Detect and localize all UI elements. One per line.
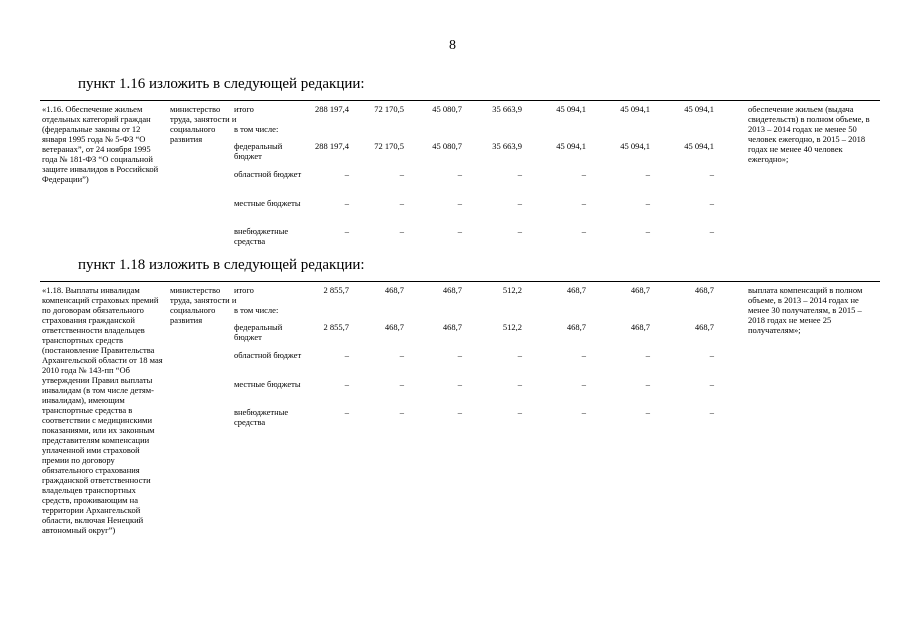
- funding-value: –: [457, 407, 462, 417]
- funding-value: 468,7: [384, 285, 404, 295]
- funding-value: –: [399, 226, 404, 236]
- funding-value: 468,7: [442, 322, 462, 332]
- funding-value: –: [709, 407, 714, 417]
- funding-value: 45 094,1: [556, 141, 586, 151]
- funding-value: 45 094,1: [620, 141, 650, 151]
- funding-value: 512,2: [502, 322, 522, 332]
- funding-value: –: [344, 350, 349, 360]
- funding-source-label: местные бюджеты: [234, 379, 301, 389]
- funding-value: –: [645, 169, 650, 179]
- funding-value: –: [457, 350, 462, 360]
- section-heading-1-16: пункт 1.16 изложить в следующей редакции:: [78, 76, 365, 92]
- expected-result: выплата компенсаций в полном объеме, в 2013 – 2014 годах не менее 30 получателям, в 2015 – 2018 годах не менее 25 получателям»;: [748, 285, 863, 335]
- funding-value: –: [645, 226, 650, 236]
- funding-value: 468,7: [566, 285, 586, 295]
- funding-value: –: [457, 198, 462, 208]
- funding-value: 45 094,1: [684, 104, 714, 114]
- funding-value: –: [581, 379, 586, 389]
- funding-value: –: [344, 407, 349, 417]
- funding-value: –: [709, 169, 714, 179]
- funding-value: –: [645, 198, 650, 208]
- funding-value: –: [344, 198, 349, 208]
- funding-value: –: [581, 226, 586, 236]
- funding-value: –: [709, 198, 714, 208]
- funding-value: –: [581, 169, 586, 179]
- funding-value: 468,7: [694, 322, 714, 332]
- funding-value: 45 094,1: [556, 104, 586, 114]
- funding-value: –: [517, 379, 522, 389]
- funding-value: –: [457, 226, 462, 236]
- funding-value: 35 663,9: [492, 104, 522, 114]
- funding-value: –: [344, 379, 349, 389]
- funding-value: 72 170,5: [374, 141, 404, 151]
- funding-source-label: местные бюджеты: [234, 198, 301, 208]
- funding-value: –: [709, 379, 714, 389]
- funding-source-label: внебюджетные средства: [234, 407, 289, 427]
- funding-source-label: в том числе:: [234, 305, 279, 315]
- responsible-executor: министерство труда, занятости и социального развития: [170, 104, 237, 144]
- funding-value: –: [399, 169, 404, 179]
- funding-source-label: итого: [234, 104, 254, 114]
- funding-value: –: [399, 198, 404, 208]
- funding-value: –: [517, 198, 522, 208]
- funding-value: –: [399, 407, 404, 417]
- funding-value: –: [517, 350, 522, 360]
- funding-source-label: федеральный бюджет: [234, 141, 283, 161]
- funding-value: –: [517, 407, 522, 417]
- funding-source-label: внебюджетные средства: [234, 226, 289, 246]
- funding-value: 468,7: [442, 285, 462, 295]
- funding-value: –: [709, 226, 714, 236]
- funding-source-label: в том числе:: [234, 124, 279, 134]
- funding-source-label: федеральный бюджет: [234, 322, 283, 342]
- funding-value: –: [457, 379, 462, 389]
- funding-value: –: [344, 169, 349, 179]
- funding-value: 468,7: [694, 285, 714, 295]
- responsible-executor: министерство труда, занятости и социального развития: [170, 285, 237, 325]
- funding-value: 2 855,7: [323, 322, 349, 332]
- funding-source-label: областной бюджет: [234, 169, 302, 179]
- funding-value: 35 663,9: [492, 141, 522, 151]
- funding-value: 288 197,4: [315, 141, 349, 151]
- table-block-1-18: [40, 281, 880, 612]
- expected-result: обеспечение жильем (выдача свидетельств) в полном объеме, в 2013 – 2014 годах не менее 50 человек ежегодно, в 2015 – 2018 годах не менее 40 человек ежегодно»;: [748, 104, 870, 164]
- item-description: «1.16. Обеспечение жильем отдельных категорий граждан (федеральные законы от 12 января 1995 года № 5-ФЗ “О ветеранах”, от 24 ноября 1995 года № 181-ФЗ “О социальной защите инвалидов в Российской Федерации”): [42, 104, 159, 184]
- funding-value: 72 170,5: [374, 104, 404, 114]
- funding-source-label: областной бюджет: [234, 350, 302, 360]
- funding-value: –: [344, 226, 349, 236]
- funding-value: 468,7: [566, 322, 586, 332]
- funding-value: 45 094,1: [684, 141, 714, 151]
- funding-value: 468,7: [630, 322, 650, 332]
- funding-value: 512,2: [502, 285, 522, 295]
- funding-value: –: [399, 350, 404, 360]
- funding-value: 288 197,4: [315, 104, 349, 114]
- funding-value: –: [709, 350, 714, 360]
- funding-value: –: [517, 226, 522, 236]
- funding-value: –: [457, 169, 462, 179]
- table-block-1-16: [40, 100, 880, 251]
- funding-value: 45 094,1: [620, 104, 650, 114]
- funding-value: 468,7: [384, 322, 404, 332]
- funding-value: –: [581, 407, 586, 417]
- funding-value: 468,7: [630, 285, 650, 295]
- funding-value: –: [581, 350, 586, 360]
- funding-value: –: [517, 169, 522, 179]
- funding-value: –: [645, 350, 650, 360]
- funding-value: –: [645, 379, 650, 389]
- section-heading-1-18: пункт 1.18 изложить в следующей редакции:: [78, 257, 365, 273]
- item-description: «1.18. Выплаты инвалидам компенсаций страховых премий по договорам обязательного страхования гражданской ответственности владельцев транспортных средств (постановление Правительства Архангельской области от 18 мая 2010 года № 143-пп “Об утверждении Правил выплаты инвалидам (в том числе детям-инвалидам), имеющим транспортные средства в соответствии с медицинскими показаниями, или их законным представителям компенсации уплаченной ими страховой премии по договору обязательного страхования гражданской ответственности владельцев транспортных средств, проживающим на территории Архангельской области, включая Ненецкий автономный округ”): [42, 285, 163, 535]
- page-number: 8: [449, 38, 456, 53]
- funding-value: –: [645, 407, 650, 417]
- funding-value: 2 855,7: [323, 285, 349, 295]
- funding-source-label: итого: [234, 285, 254, 295]
- funding-value: –: [581, 198, 586, 208]
- funding-value: 45 080,7: [432, 141, 462, 151]
- funding-value: 45 080,7: [432, 104, 462, 114]
- funding-value: –: [399, 379, 404, 389]
